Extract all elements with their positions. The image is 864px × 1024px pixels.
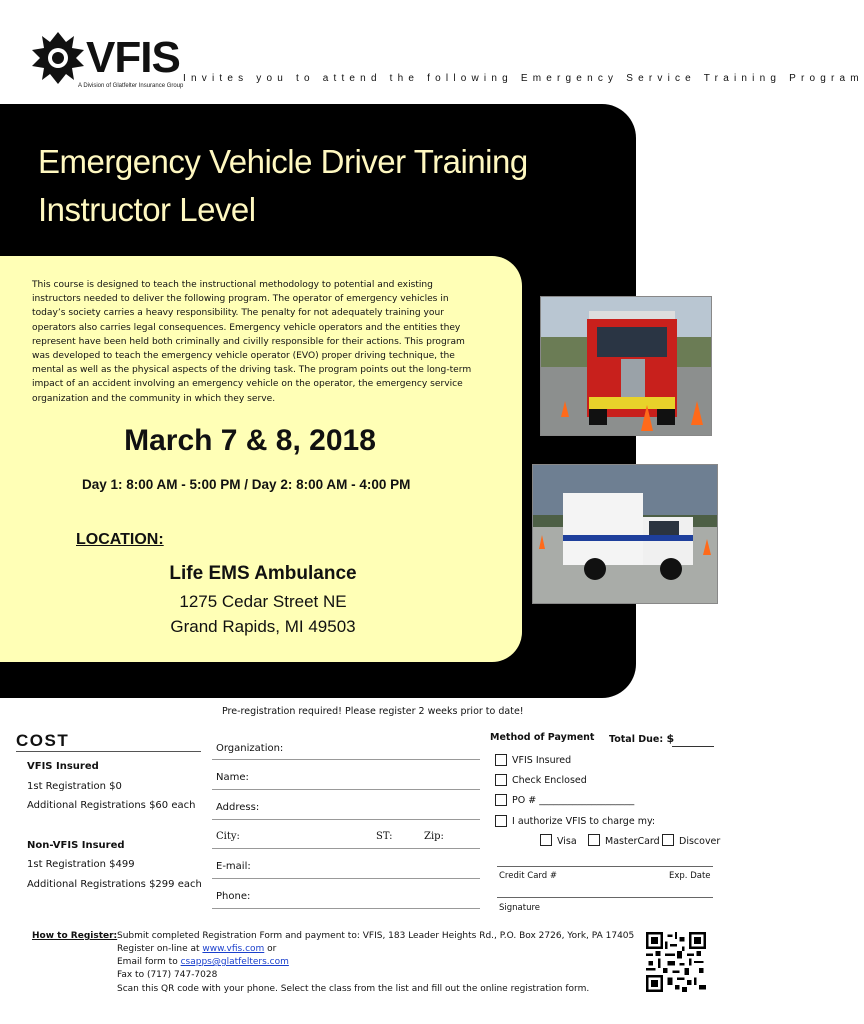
location-street: 1275 Cedar Street NE [179,592,347,611]
po-option: PO # ____________________ [512,795,635,806]
non-vfis-additional-registration: Additional Registrations $299 each [27,879,202,890]
location-city: Grand Rapids, MI 49503 [170,617,356,636]
course-title-line-2: Instructor Level [38,191,256,228]
email-line [212,878,480,879]
course-title-line-1: Emergency Vehicle Driver Training [38,143,528,180]
online-suffix: or [267,944,277,954]
vfis-maltese-cross-logo-icon [30,30,86,86]
how-to-register-qr-instructions: Scan this QR code with your phone. Select the class from the list and fill out the online registration form. [117,984,590,994]
vfis-first-registration: 1st Registration $0 [27,781,122,792]
total-due-text: Total Due: [609,734,664,745]
online-prefix: Register on-line at [117,944,200,954]
authorize-charge-checkbox[interactable] [495,815,507,827]
location-label: LOCATION: [76,531,164,548]
check-enclosed-checkbox[interactable] [495,774,507,786]
phone-field[interactable]: Phone: [216,891,251,902]
authorize-charge-option: I authorize VFIS to charge my: [512,816,656,827]
signature-label: Signature [499,903,541,913]
non-vfis-heading: Non-VFIS Insured [27,840,125,851]
address-field[interactable]: Address: [216,802,260,813]
credit-card-label: Credit Card # [499,871,557,881]
email-link[interactable]: csapps@glatfelters.com [180,957,289,967]
course-times: Day 1: 8:00 AM - 5:00 PM / Day 2: 8:00 AM - 4:00 PM [82,477,411,492]
preregistration-note: Pre-registration required! Please register 2 weeks prior to date! [222,706,524,717]
how-to-register-online [117,944,276,954]
course-description: This course is designed to teach the instructional methodology to potential and existing instructors needed to deliver the following program. The operator of emergency vehicles in today’s society carries a heavy responsibility. The penalty for not adequately training your operators also carries legal consequences. Emergency vehicle operators and the entities they represent have been held both criminally and civilly responsible for their actions. This program was developed to teach the emergency vehicle operator (EVO) proper driving technique, the mental as well as the physical aspects of the driving task. The program points out the long-term impact of an accident involving an emergency vehicle on the operator, the emergency service organization and the community in which they serve. [32,280,472,404]
logo-subtitle: A Division of Glatfelter Insurance Group [78,83,184,89]
name-line [212,789,480,790]
state-field[interactable]: ST: [376,831,393,842]
total-due-field[interactable] [672,746,714,747]
ambulance-photo [532,464,718,604]
organization-field[interactable]: Organization: [216,743,284,754]
name-field[interactable]: Name: [216,772,249,783]
course-date: March 7 & 8, 2018 [124,424,376,457]
course-title [38,138,618,234]
visa-checkbox[interactable] [540,834,552,846]
how-to-register-fax: Fax to (717) 747-7028 [117,970,218,980]
fire-truck-photo [540,296,712,436]
email-field[interactable]: E-mail: [216,861,251,872]
cost-divider [16,751,201,752]
city-line [212,848,480,849]
vfis-logo-text: VFIS [86,33,180,82]
vfis-additional-registration: Additional Registrations $60 each [27,800,196,811]
po-checkbox[interactable] [495,794,507,806]
qr-code-icon[interactable] [646,932,706,992]
signature-field[interactable] [497,897,713,898]
discover-option: Discover [679,836,721,847]
invitation-text: Invites you to attend the following Emergency Service Training Program [183,73,864,84]
address-line [212,819,480,820]
total-due-label [609,732,674,745]
mastercard-checkbox[interactable] [588,834,600,846]
vfis-website-link[interactable]: www.vfis.com [202,944,265,954]
credit-card-number-field[interactable] [497,866,713,867]
location-name: Life EMS Ambulance [169,563,357,584]
email-prefix: Email form to [117,957,178,967]
dollar-sign: $ [666,732,675,745]
mastercard-option: MasterCard [605,836,660,847]
discover-checkbox[interactable] [662,834,674,846]
vfis-insured-checkbox[interactable] [495,754,507,766]
how-to-register-email [117,957,289,967]
vfis-insured-heading: VFIS Insured [27,761,99,772]
phone-line [212,908,480,909]
non-vfis-first-registration: 1st Registration $499 [27,859,135,870]
city-field[interactable]: City: [216,831,240,842]
how-to-register-mail: Submit completed Registration Form and payment to: VFIS, 183 Leader Heights Rd., P.O. Box 2726, York, PA 17405 [117,931,635,941]
vfis-insured-option: VFIS Insured [512,755,572,766]
payment-method-title: Method of Payment [490,732,595,743]
visa-option: Visa [557,836,577,847]
check-enclosed-option: Check Enclosed [512,775,587,786]
cost-title: COST [16,731,70,750]
organization-line [212,759,480,760]
how-to-register-label: How to Register: [32,931,118,941]
exp-date-label: Exp. Date [669,871,711,881]
zip-field[interactable]: Zip: [424,831,444,842]
